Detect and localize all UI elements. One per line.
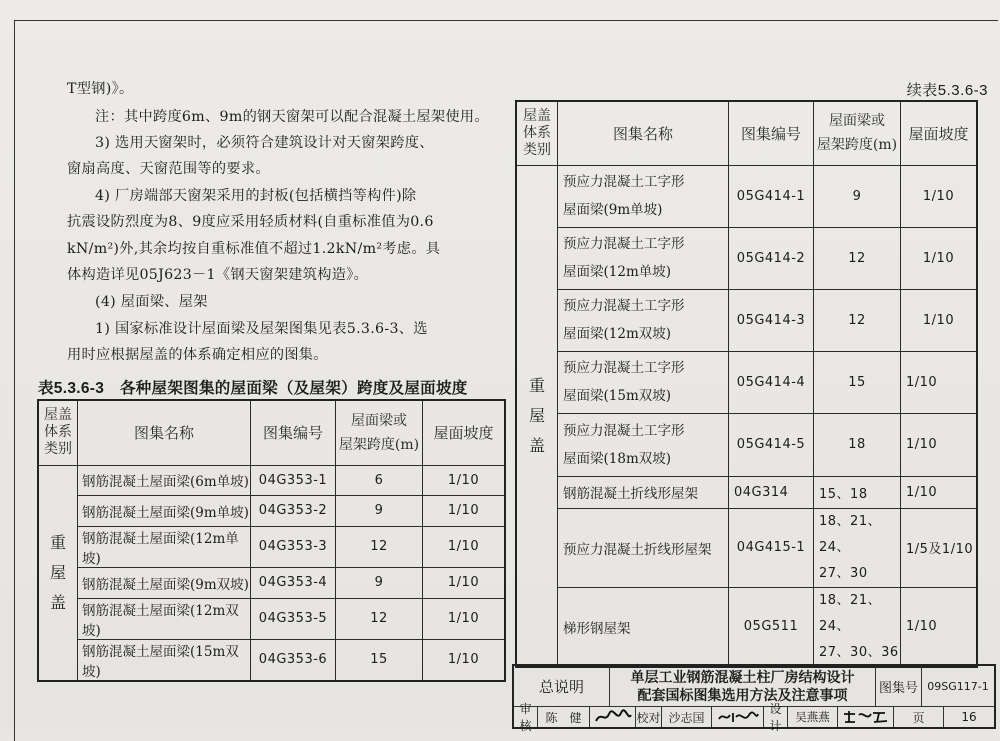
t2-header-name: 图集名称: [558, 101, 729, 165]
page-label: 页: [894, 707, 944, 727]
t2-cell-code: 05G414-2: [729, 227, 814, 289]
title-block-title: [610, 666, 876, 707]
t2-header-code: 图集编号: [729, 101, 814, 165]
t1-cell-span: 6: [336, 465, 423, 495]
table1: [37, 399, 506, 682]
t1-cell-slope: 1/10: [423, 495, 506, 526]
t2-cell-slope: 1/10: [901, 351, 978, 413]
text-line-11: 用时应根据屋盖的体系确定相应的图集。: [67, 347, 328, 363]
t2-cell-slope: 1/5及1/10: [901, 508, 978, 587]
table-row: [516, 351, 977, 413]
table-row: [516, 476, 977, 508]
t1-cell-code: 04G353-3: [251, 526, 336, 567]
text-line-6: 抗震设防烈度为8、9度应采用轻质材料(自重标准值为0.6: [67, 214, 434, 230]
table-row: [516, 587, 977, 667]
reviewer-signature: [590, 707, 636, 727]
t1-cell-code: 04G353-6: [251, 639, 336, 681]
table-row: [38, 598, 505, 639]
t2-cell-name: 预应力混凝土工字形 屋面梁(15m双坡): [558, 351, 729, 413]
text-line-9: (4) 屋面梁、屋架: [95, 294, 208, 310]
designer-name: 吴燕燕: [788, 707, 838, 727]
table2-caption: 续表5.3.6-3: [906, 82, 988, 99]
t1-cell-span: 12: [336, 526, 423, 567]
t2-cell-slope: 1/10: [901, 476, 978, 508]
title-line-1: 单层工业钢筋混凝土柱厂房结构设计: [630, 669, 855, 685]
checker-signature-mark: [716, 709, 760, 725]
t2-cell-slope: 1/10: [901, 289, 978, 351]
t1-cell-name: 钢筋混凝土屋面梁(6m单坡): [78, 465, 251, 495]
t1-cell-slope: 1/10: [423, 465, 506, 495]
t1-cell-span: 12: [336, 598, 423, 639]
atlas-number: 09SG117-1: [922, 666, 994, 707]
t1-cell-span: 9: [336, 495, 423, 526]
t1-cell-span: 15: [336, 639, 423, 681]
t1-cell-code: 04G353-5: [251, 598, 336, 639]
table-row: [516, 508, 977, 587]
t2-cell-span: 12: [814, 227, 901, 289]
t1-cell-code: 04G353-4: [251, 567, 336, 598]
t1-cell-name: 钢筋混凝土屋面梁(15m双坡): [78, 639, 251, 681]
text-line-5: 4) 厂房端部天窗架采用的封板(包括横挡等构件)除: [95, 188, 417, 204]
t2-cell-slope: 1/10: [901, 165, 978, 227]
t1-cell-slope: 1/10: [423, 598, 506, 639]
t2-cell-slope: 1/10: [901, 587, 978, 667]
t1-header-slope: 屋面坡度: [423, 400, 506, 465]
t2-cell-code: 05G414-4: [729, 351, 814, 413]
t2-header-slope: 屋面坡度: [901, 101, 978, 165]
title-line-2: 配套国标图集选用方法及注意事项: [637, 687, 848, 703]
title-block-section: 总说明: [514, 666, 610, 707]
t2-cell-name: 预应力混凝土工字形 屋面梁(9m单坡): [558, 165, 729, 227]
t2-cell-slope: 1/10: [901, 227, 978, 289]
text-line-4: 窗扇高度、天窗范围等的要求。: [67, 161, 270, 177]
t1-header-code: 图集编号: [251, 400, 336, 465]
t2-header-category: 屋盖 体系 类别: [516, 101, 558, 165]
t2-cell-name: 钢筋混凝土折线形屋架: [558, 476, 729, 508]
t2-cell-name: 预应力混凝土工字形 屋面梁(12m双坡): [558, 289, 729, 351]
t2-cell-span: 15: [814, 351, 901, 413]
review-label: 审核: [514, 707, 538, 727]
t1-cell-slope: 1/10: [423, 567, 506, 598]
t2-cell-code: 04G415-1: [729, 508, 814, 587]
table-row: [38, 495, 505, 526]
design-label: 设计: [764, 707, 788, 727]
t2-cell-slope: 1/10: [901, 413, 978, 476]
t1-header-span: 屋面梁或 屋架跨度(m): [336, 400, 423, 465]
title-block: [512, 664, 996, 733]
table-row: [38, 639, 505, 681]
t2-cell-span: 9: [814, 165, 901, 227]
t2-cell-code: 05G414-5: [729, 413, 814, 476]
text-line-10: 1) 国家标准设计屋面梁及屋架图集见表5.3.6-3、选: [95, 321, 428, 337]
t1-category: 重 屋 盖: [38, 465, 78, 681]
t2-header-span: 屋面梁或 屋架跨度(m): [814, 101, 901, 165]
t2-cell-span: 18: [814, 413, 901, 476]
checker-name: 沙志国: [662, 707, 712, 727]
t2-cell-code: 05G511: [729, 587, 814, 667]
text-line-1: T型钢)》。: [67, 81, 134, 97]
table-row: [38, 526, 505, 567]
table-row: [516, 165, 977, 227]
table1-caption: 表5.3.6-3 各种屋架图集的屋面梁（及屋架）跨度及屋面坡度: [38, 380, 468, 397]
t1-cell-span: 9: [336, 567, 423, 598]
checker-signature: [712, 707, 764, 727]
table-row: [516, 227, 977, 289]
atlas-label: 图集号: [876, 666, 922, 707]
text-line-2: 注：其中跨度6m、9m的钢天窗架可以配合混凝土屋架使用。: [95, 109, 489, 125]
table-row: [38, 567, 505, 598]
t2-cell-span: 18、21、24、 27、30: [814, 508, 901, 587]
text-line-7: kN/m²)外,其余均按自重标准值不超过1.2kN/m²考虑。具: [67, 241, 441, 257]
table-row: [38, 465, 505, 495]
table-row: [516, 289, 977, 351]
t2-cell-name: 梯形钢屋架: [558, 587, 729, 667]
t2-cell-name: 预应力混凝土折线形屋架: [558, 508, 729, 587]
t1-cell-code: 04G353-2: [251, 495, 336, 526]
t1-cell-slope: 1/10: [423, 639, 506, 681]
t1-cell-name: 钢筋混凝土屋面梁(9m双坡): [78, 567, 251, 598]
designer-signature-mark: [841, 709, 891, 725]
reviewer-name: 陈 健: [538, 707, 590, 727]
t1-cell-slope: 1/10: [423, 526, 506, 567]
check-label: 校对: [636, 707, 662, 727]
t2-cell-code: 05G414-3: [729, 289, 814, 351]
page-number: 16: [961, 710, 977, 724]
table-row: [516, 413, 977, 476]
text-line-8: 体构造详见05J623－1《钢天窗架建筑构造》。: [67, 267, 369, 283]
designer-signature: [838, 707, 894, 727]
t2-category: 重 屋 盖: [516, 165, 558, 667]
reviewer-signature-mark: [593, 709, 633, 725]
t2-cell-code: 04G314: [729, 476, 814, 508]
t1-cell-name: 钢筋混凝土屋面梁(9m单坡): [78, 495, 251, 526]
t2-cell-code: 05G414-1: [729, 165, 814, 227]
t1-header-category: 屋盖 体系 类别: [38, 400, 78, 465]
t1-cell-code: 04G353-1: [251, 465, 336, 495]
t2-cell-span: 18、21、24、 27、30、36: [814, 587, 901, 667]
table2: [515, 100, 978, 668]
t2-cell-name: 预应力混凝土工字形 屋面梁(18m双坡): [558, 413, 729, 476]
t1-header-name: 图集名称: [78, 400, 251, 465]
t2-cell-span: 12: [814, 289, 901, 351]
text-line-3: 3) 选用天窗架时，必须符合建筑设计对天窗架跨度、: [95, 135, 434, 151]
t1-cell-name: 钢筋混凝土屋面梁(12m双坡): [78, 598, 251, 639]
t2-cell-name: 预应力混凝土工字形 屋面梁(12m单坡): [558, 227, 729, 289]
t1-cell-name: 钢筋混凝土屋面梁(12m单坡): [78, 526, 251, 567]
t2-cell-span: 15、18: [814, 476, 901, 508]
